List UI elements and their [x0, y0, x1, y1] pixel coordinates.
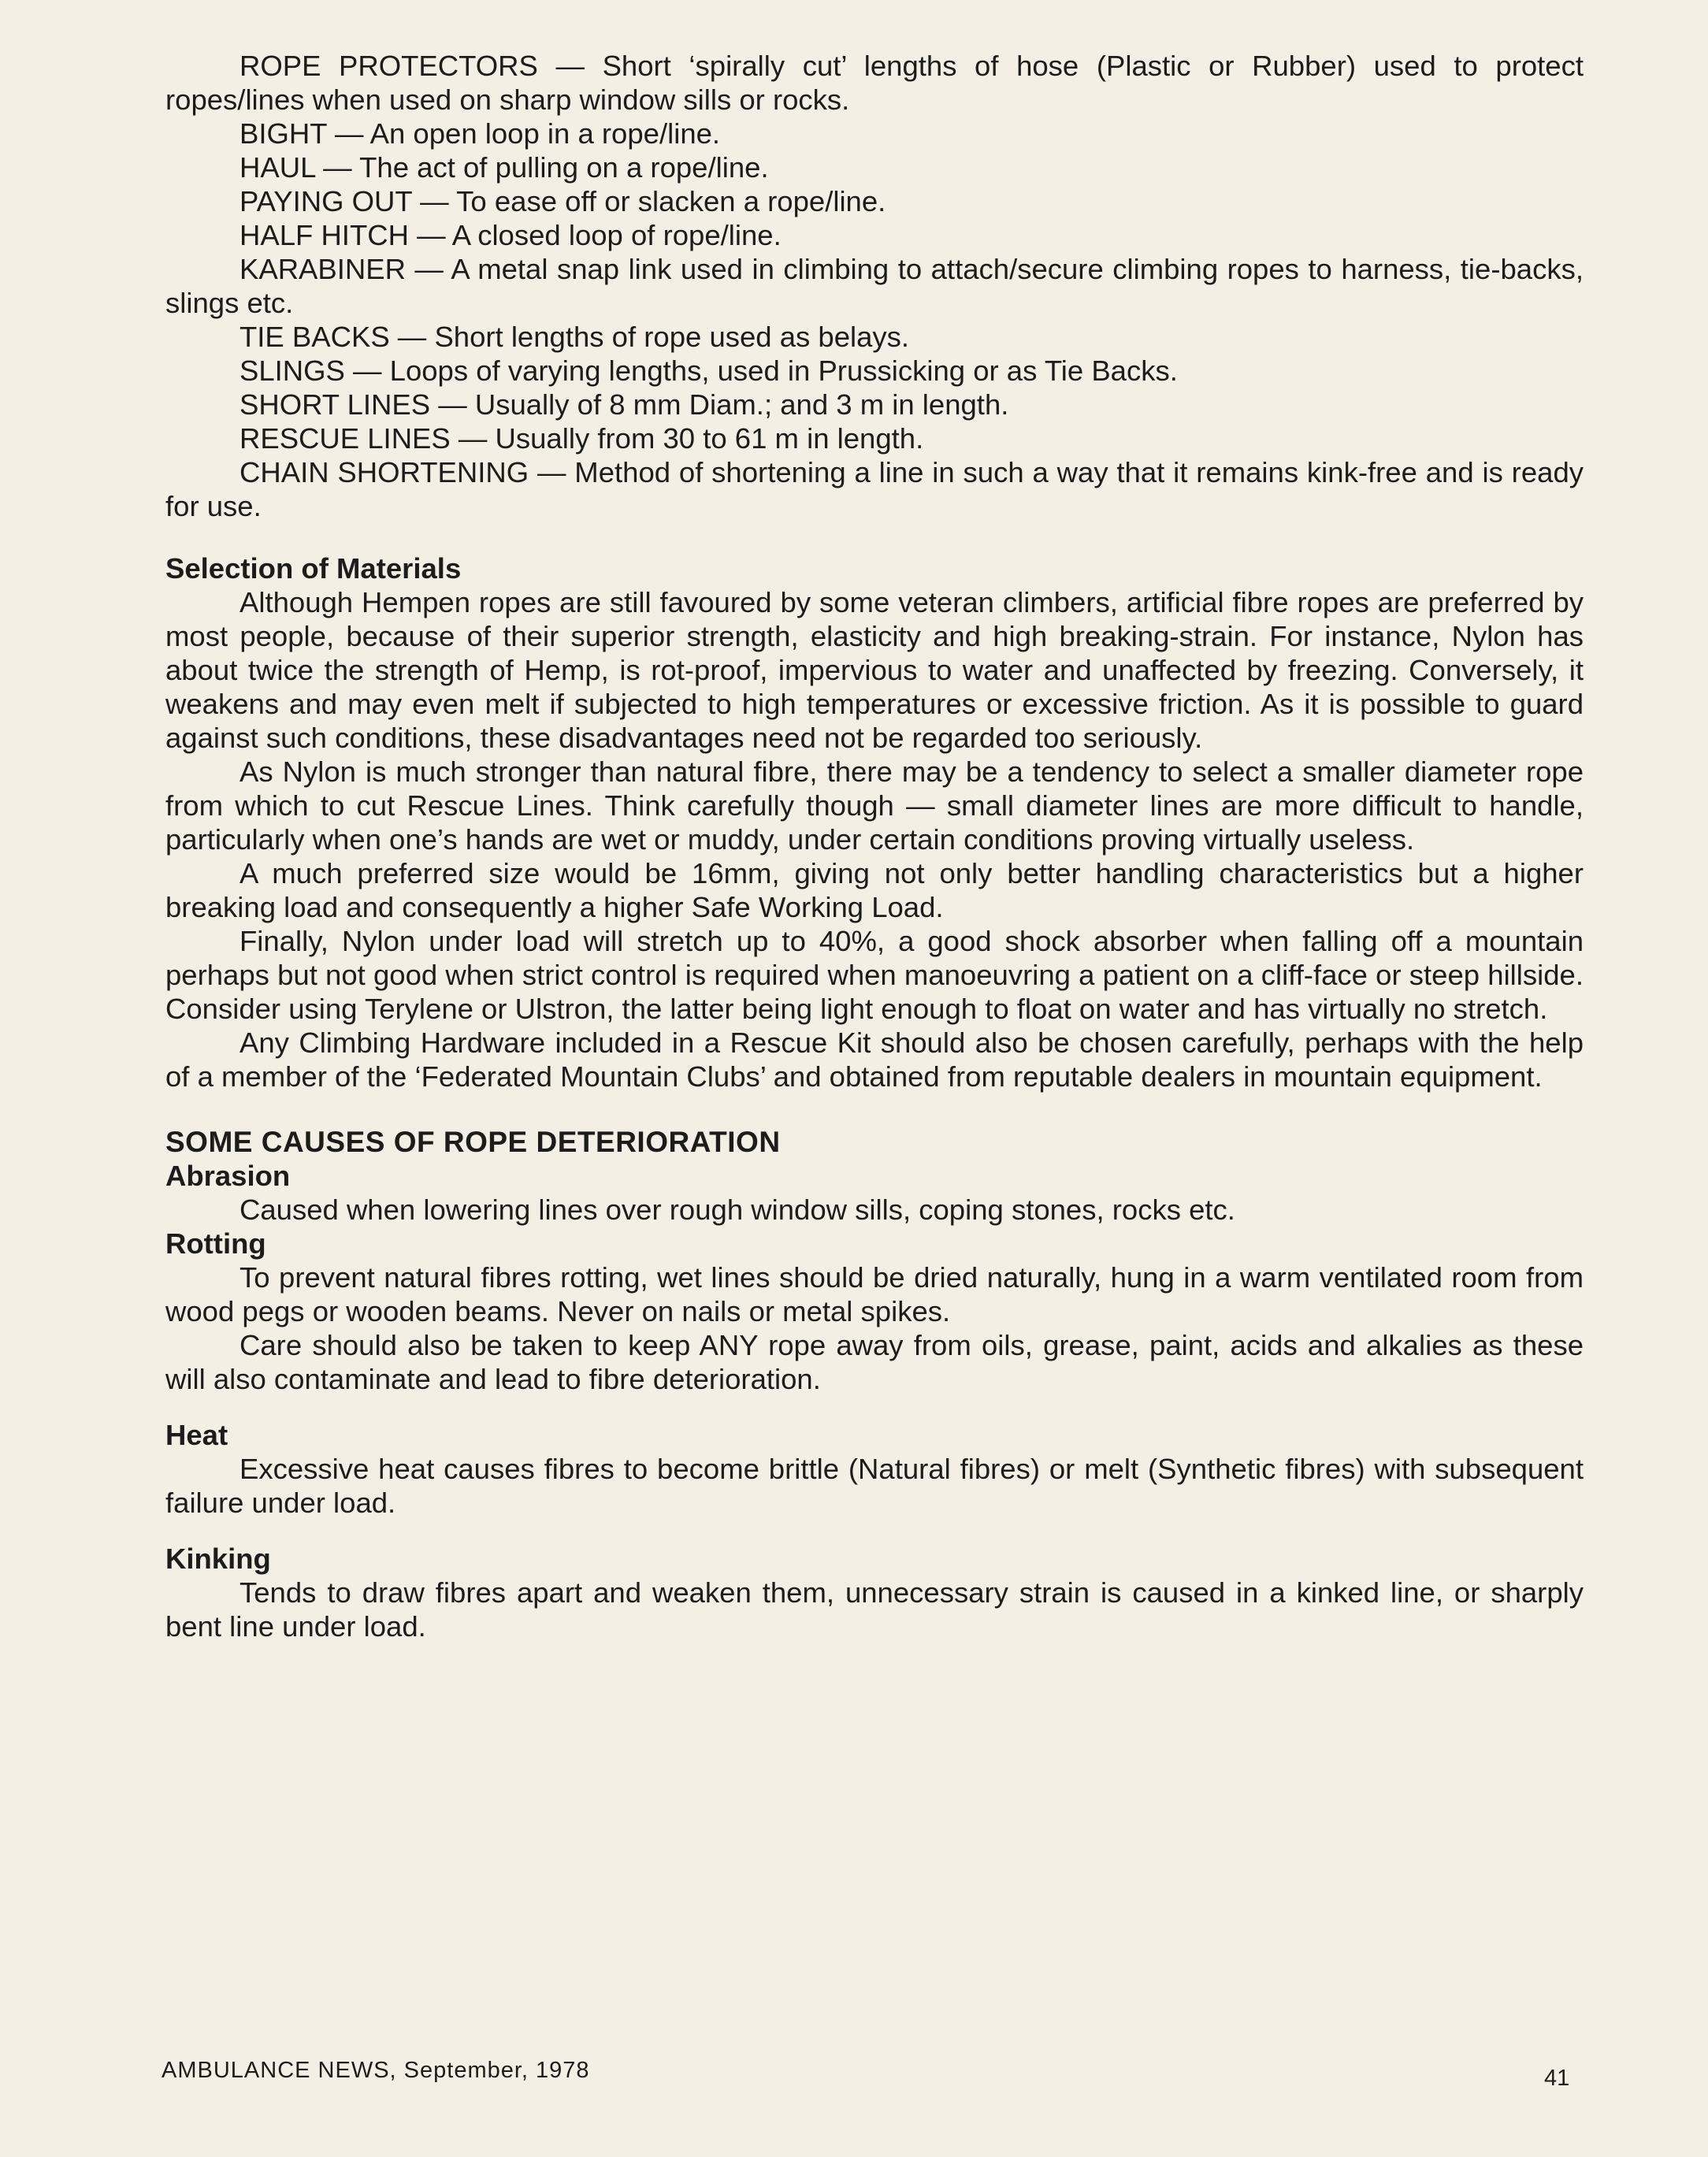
glossary-slings: SLINGS — Loops of varying lengths, used in Prussicking or as Tie Backs.: [239, 355, 1178, 387]
glossary-half-hitch: HALF HITCH — A closed loop of rope/line.: [239, 219, 782, 251]
selection-paragraph: As Nylon is much stronger than natural fibre, there may be a tendency to select a smaller diameter rope from which to cut Rescue Lines. Think carefully though — small diameter lines are more difficult to handle, particularly when one’s hands are wet or muddy, under certain conditions proving virtually useless.: [165, 756, 1584, 856]
article-body: [165, 49, 1584, 1643]
rotting-paragraph: Care should also be taken to keep ANY rope away from oils, grease, paint, acids and alkalies as these will also contaminate and lead to fibre deterioration.: [165, 1329, 1584, 1395]
glossary-paying-out: PAYING OUT — To ease off or slacken a rope/line.: [239, 185, 886, 217]
kinking-text: Tends to draw fibres apart and weaken them, unnecessary strain is caused in a kinked line, or sharply bent line under load.: [165, 1576, 1584, 1643]
abrasion-text: Caused when lowering lines over rough window sills, coping stones, rocks etc.: [239, 1194, 1235, 1226]
selection-paragraph: Although Hempen ropes are still favoured by some veteran climbers, artificial fibre ropes are preferred by most people, because of their superior strength, elasticity and high breaking-strain. For instance, Nylon has about twice the strength of Hemp, is rot-proof, impervious to water and unaffected by freezing. Conversely, it weakens and may even melt if subjected to high temperatures or excessive friction. As it is possible to guard against such conditions, these disadvantages need not be regarded too seriously.: [165, 586, 1584, 754]
rotting-paragraph: To prevent natural fibres rotting, wet lines should be dried naturally, hung in a warm ventilated room from wood pegs or wooden beams. Never on nails or metal spikes.: [165, 1261, 1584, 1327]
glossary-tie-backs: TIE BACKS — Short lengths of rope used as belays.: [239, 321, 910, 353]
glossary-karabiner: KARABINER — A metal snap link used in climbing to attach/secure climbing ropes to harness, tie-backs, slings etc.: [165, 253, 1584, 319]
glossary-short-lines: SHORT LINES — Usually of 8 mm Diam.; and 3 m in length.: [239, 388, 1009, 421]
heat-text: Excessive heat causes fibres to become brittle (Natural fibres) or melt (Synthetic fibres) with subsequent failure under load.: [165, 1453, 1584, 1519]
glossary-rope-protectors: ROPE PROTECTORS — Short ‘spirally cut’ lengths of hose (Plastic or Rubber) used to protect ropes/lines when used on sharp window sills or rocks.: [165, 50, 1584, 116]
heat-heading: Heat: [165, 1419, 228, 1451]
glossary-chain-shortening: CHAIN SHORTENING — Method of shortening a line in such a way that it remains kink-free and is ready for use.: [165, 456, 1584, 522]
abrasion-heading: Abrasion: [165, 1160, 291, 1192]
selection-heading: Selection of Materials: [165, 552, 462, 585]
selection-paragraph: Finally, Nylon under load will stretch up to 40%, a good shock absorber when falling off a mountain perhaps but not good when strict control is required when manoeuvring a patient on a cliff-face or steep hillside. Consider using Terylene or Ulstron, the latter being light enough to float on water and has virtually no stretch.: [165, 925, 1584, 1025]
rotting-heading: Rotting: [165, 1227, 266, 1260]
causes-heading: SOME CAUSES OF ROPE DETERIORATION: [165, 1126, 781, 1158]
publication-footer: AMBULANCE NEWS, September, 1978: [162, 2058, 590, 2083]
glossary-rescue-lines: RESCUE LINES — Usually from 30 to 61 m in length.: [239, 422, 924, 455]
selection-paragraph: A much preferred size would be 16mm, giving not only better handling characteristics but a higher breaking load and consequently a higher Safe Working Load.: [165, 857, 1584, 923]
selection-paragraph: Any Climbing Hardware included in a Rescue Kit should also be chosen carefully, perhaps with the help of a member of the ‘Federated Mountain Clubs’ and obtained from reputable dealers in mountain equipment.: [165, 1027, 1584, 1093]
kinking-heading: Kinking: [165, 1543, 271, 1575]
glossary-haul: HAUL — The act of pulling on a rope/line.: [239, 151, 769, 184]
glossary-bight: BIGHT — An open loop in a rope/line.: [239, 117, 721, 150]
page-number: 41: [1544, 2066, 1570, 2091]
